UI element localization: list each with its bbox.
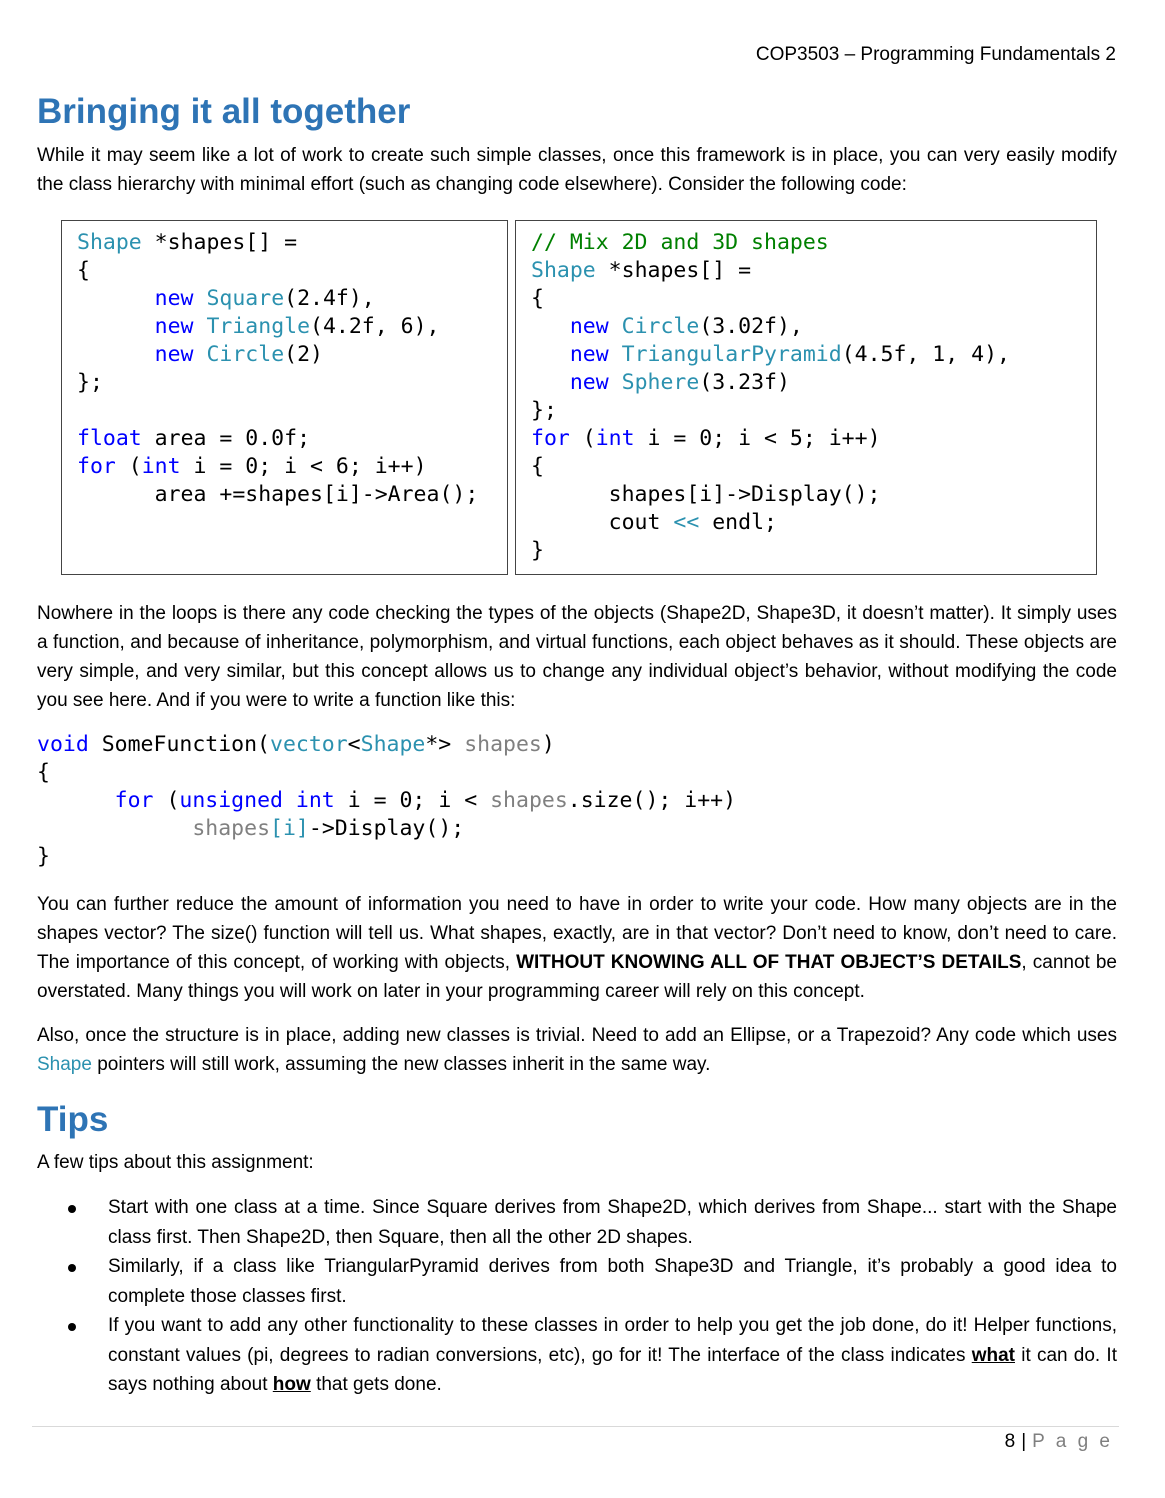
page-footer: [1005, 1431, 1113, 1453]
tip-item: If you want to add any other functionality to these classes in order to help you get the job done, do it! Helper functions, constant values (pi, degrees to radian conversions, etc), go for it! The interface of the class indicates what it can do. It says nothing about how that gets done.: [37, 1311, 1117, 1400]
footer-separator: |: [1021, 1431, 1027, 1452]
tips-list: [37, 1193, 1117, 1400]
polymorphism-paragraph: Nowhere in the loops is there any code checking the types of the objects (Shape2D, Shape3D, it doesn’t matter). It simply uses a function, and because of inheritance, polymorphism, and virtual functions, each object behaves as it should. These objects are very simple, and very similar, but this concept allows us to change any individual object’s behavior, without modifying the code you see here. And if you were to write a function like this:: [37, 603, 1117, 711]
abstraction-paragraph: You can further reduce the amount of information you need to have in order to write your code. How many objects are in the shapes vector? The size() function will tell us. What shapes, exactly, are in that vector? Don’t need to know, don’t need to care. The importance of this concept, of working with objects, WITHOUT KNOWING ALL OF THAT OBJECT’S DETAILS, cannot be overstated. Many things you will work on later in your programming career will rely on this concept.: [37, 894, 1117, 1002]
shape-reference: Shape: [37, 1054, 92, 1075]
page-number: 8: [1004, 1431, 1016, 1452]
bullet-icon: [68, 1323, 76, 1331]
code-block-function: void SomeFunction(vector<Shape*> shapes) { for (unsigned int i = 0; i < shapes.size(); i++) shapes[i]->Display(); }: [37, 732, 737, 869]
section-heading-bringing-together: Bringing it all together: [37, 92, 411, 131]
code-block-right: // Mix 2D and 3D shapes Shape *shapes[] = { new Circle(3.02f), new TriangularPyramid(4.5f, 1, 4), new Sphere(3.23f) }; for (int i = 0; i < 5; i++) { shapes[i]->Display(); cout << endl; }: [531, 230, 1010, 563]
code-box-right: [515, 220, 1097, 575]
extension-paragraph: Also, once the structure is in place, adding new classes is trivial. Need to add an Ellipse, or a Trapezoid? Any code which uses Shape pointers will still work, assuming the new classes inherit in the same way.: [37, 1025, 1117, 1075]
running-header: COP3503 – Programming Fundamentals 2: [755, 44, 1116, 65]
tips-intro: A few tips about this assignment:: [37, 1152, 314, 1173]
code-box-left: [61, 220, 508, 575]
tip-item: Similarly, if a class like TriangularPyramid derives from both Shape3D and Triangle, it’s probably a good idea to complete those classes first.: [37, 1252, 1117, 1311]
bullet-icon: [68, 1264, 76, 1272]
section-heading-tips: Tips: [37, 1100, 109, 1139]
page-label: P a g e: [1032, 1431, 1113, 1452]
intro-paragraph: While it may seem like a lot of work to create such simple classes, once this framework is in place, you can very easily modify the class hierarchy with minimal effort (such as changing code elsewhere). Consider the following code:: [37, 145, 1117, 195]
code-block-left: Shape *shapes[] = { new Square(2.4f), new Triangle(4.2f, 6), new Circle(2) }; float area = 0.0f; for (int i = 0; i < 6; i++) area +=shapes[i]->Area();: [77, 230, 479, 507]
tip-item: Start with one class at a time. Since Square derives from Shape2D, which derives from Shape... start with the Shape class first. Then Shape2D, then Square, then all the other 2D shapes.: [37, 1193, 1117, 1252]
bullet-icon: [68, 1205, 76, 1213]
footer-divider: [32, 1426, 1119, 1427]
